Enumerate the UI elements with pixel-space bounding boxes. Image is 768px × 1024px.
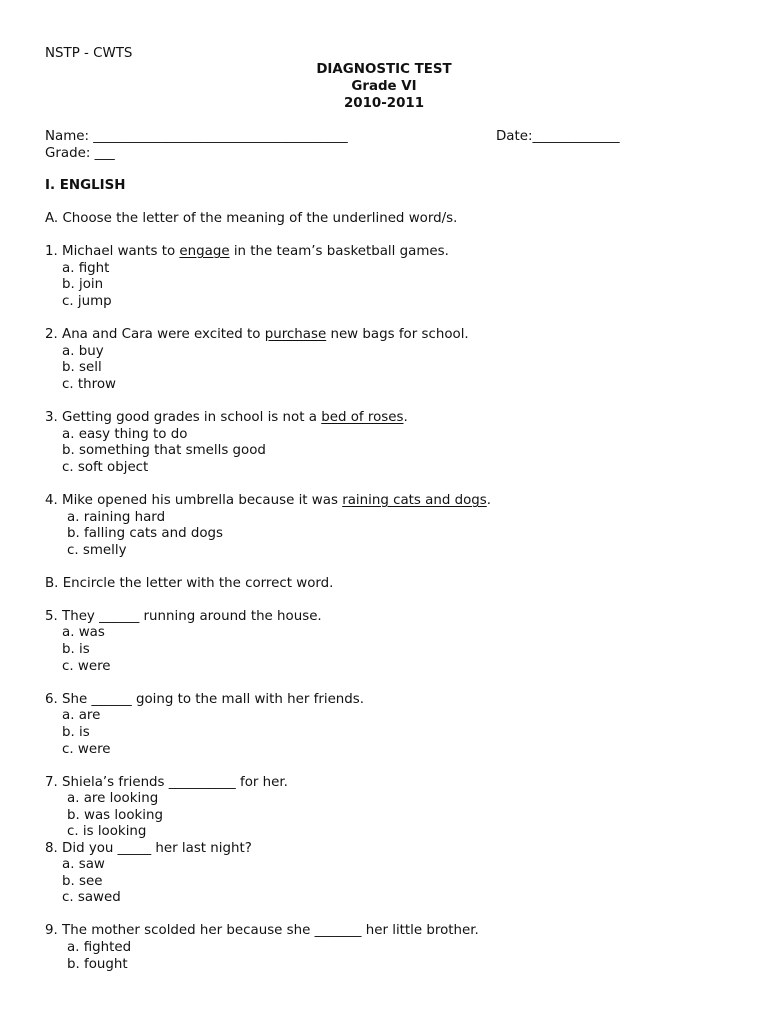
option: b. falling cats and dogs [67,526,224,541]
name-field: Name: ______________________________________ [45,129,348,144]
question-8: 8. Did you _____ her last night? [45,841,252,856]
option: a. easy thing to do [62,427,188,442]
option: a. fighted [67,940,132,955]
option: c. soft object [62,460,149,475]
option: a. raining hard [67,510,166,525]
option: b. was looking [67,808,163,823]
option: c. is looking [67,824,147,839]
underlined-term: raining cats and dogs [342,493,487,508]
school-year: 2010-2011 [343,96,425,111]
underlined-term: bed of roses [321,410,404,425]
option: a. saw [62,857,105,872]
option: a. are looking [67,791,159,806]
option: a. buy [62,344,104,359]
date-field: Date:_____________ [496,129,620,144]
option: b. is [62,642,90,657]
option: b. something that smells good [62,443,266,458]
part-a-instruction: A. Choose the letter of the meaning of the underlined word/s. [45,211,458,226]
option: a. was [62,625,105,640]
option: a. are [62,708,101,723]
question-6: 6. She ______ going to the mall with her friends. [45,692,365,707]
underlined-term: engage [179,244,230,259]
section-title: I. ENGLISH [45,178,126,193]
question-7: 7. Shiela’s friends __________ for her. [45,775,288,790]
grade-level: Grade VI [351,79,417,94]
option: c. smelly [67,543,127,558]
part-b-instruction: B. Encircle the letter with the correct word. [45,576,334,591]
option: c. jump [62,294,112,309]
question-5: 5. They ______ running around the house. [45,609,322,624]
question-3: 3. Getting good grades in school is not a bed of roses. [45,410,408,425]
option: b. sell [62,360,102,375]
option: b. fought [67,957,128,972]
course-label: NSTP - CWTS [45,46,133,61]
option: c. were [62,659,111,674]
question-2: 2. Ana and Cara were excited to purchase new bags for school. [45,327,469,342]
question-1: 1. Michael wants to engage in the team’s basketball games. [45,244,449,259]
question-9: 9. The mother scolded her because she _______ her little brother. [45,923,479,938]
option: b. join [62,277,104,292]
option: c. throw [62,377,116,392]
underlined-term: purchase [264,327,327,342]
grade-field: Grade: ___ [45,146,115,161]
option: c. sawed [62,890,121,905]
test-title: DIAGNOSTIC TEST [316,62,452,77]
option: b. is [62,725,90,740]
question-4: 4. Mike opened his umbrella because it was raining cats and dogs. [45,493,492,508]
option: a. fight [62,261,110,276]
option: c. were [62,742,111,757]
option: b. see [62,874,103,889]
